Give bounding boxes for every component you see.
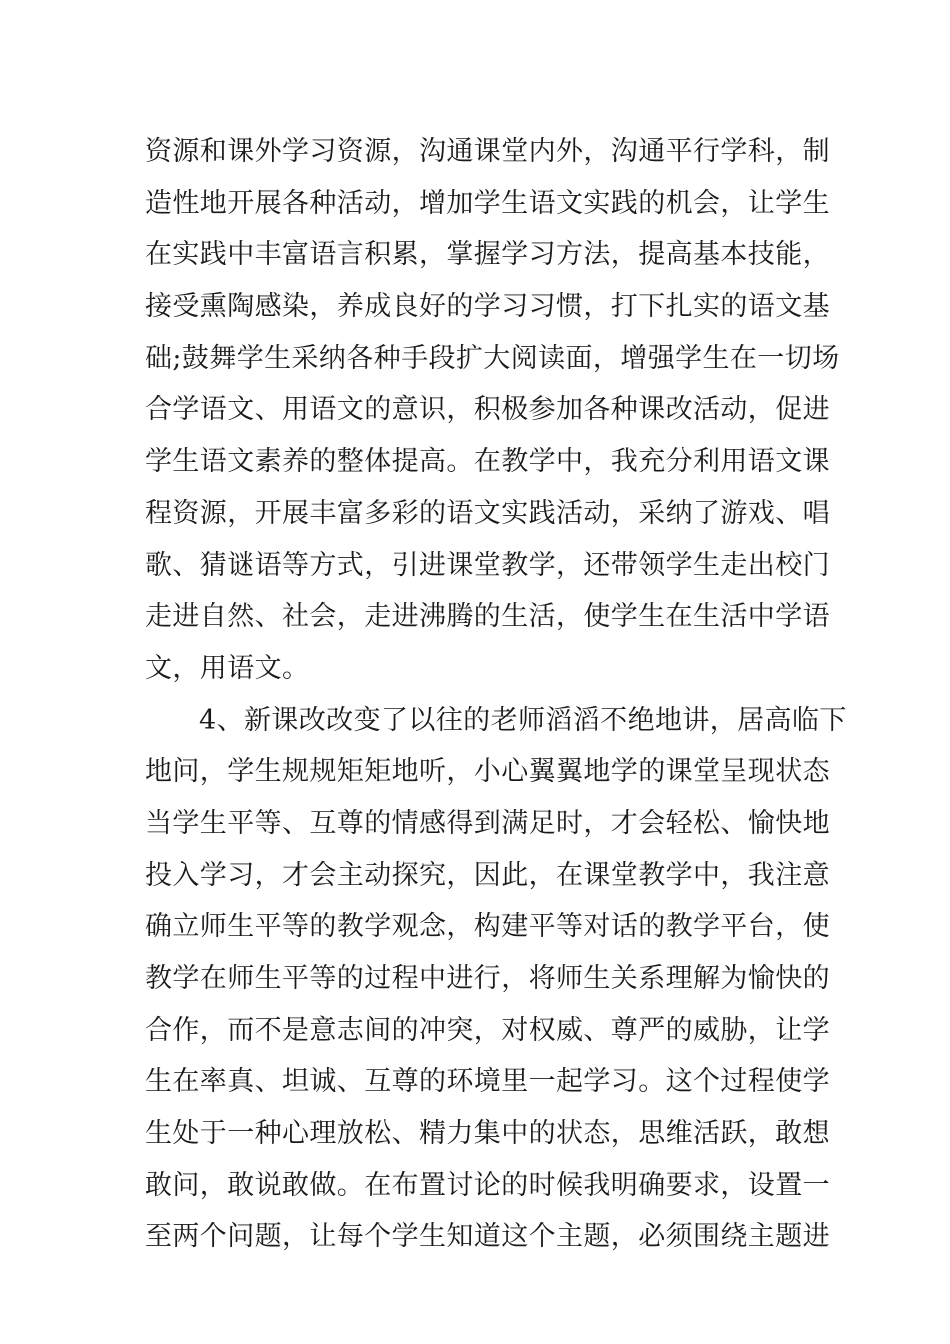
document-body	[145, 126, 847, 1263]
paragraph-continued	[145, 126, 840, 695]
text-line: 教学在师生平等的过程中进行，将师生关系理解为愉快的	[145, 963, 830, 994]
text-line: 敢问，敢说敢做。在布置讨论的时候我明确要求，设置一	[145, 1169, 830, 1201]
text-line-indented: 4、新课改改变了以往的老师滔滔不绝地讲，居高临下	[199, 704, 847, 736]
text-line: 歌、猜谜语等方式，引进课堂教学，还带领学生走出校门	[145, 549, 830, 581]
text-line: 资源和课外学习资源，沟通课堂内外，沟通平行学科，制	[145, 136, 830, 167]
text-line: 走进自然、社会，走进沸腾的生活，使学生在生活中学语	[145, 601, 830, 633]
text-line: 合学语文、用语文的意识，积极参加各种课改活动，促进	[145, 394, 830, 426]
text-line: 在实践中丰富语言积累，掌握学习方法，提高基本技能，	[145, 239, 830, 271]
text-line: 当学生平等、互尊的情感得到满足时，才会轻松、愉快地	[145, 807, 830, 839]
paragraph-4	[145, 695, 847, 1264]
text-line: 程资源，开展丰富多彩的语文实践活动，采纳了游戏、唱	[145, 497, 830, 529]
text-line: 投入学习，才会主动探究，因此，在课堂教学中，我注意	[145, 859, 830, 891]
text-line: 学生语文素养的整体提高。在教学中，我充分利用语文课	[145, 446, 830, 478]
text-line: 接受熏陶感染，养成良好的学习习惯，打下扎实的语文基	[145, 291, 830, 323]
text-line: 生在率真、坦诚、互尊的环境里一起学习。这个过程使学	[145, 1066, 830, 1098]
text-line: 合作，而不是意志间的冲突，对权威、尊严的威胁，让学	[145, 1014, 830, 1046]
text-line: 文，用语文。	[145, 652, 310, 684]
text-line: 确立师生平等的教学观念，构建平等对话的教学平台，使	[145, 911, 830, 943]
text-line: 造性地开展各种活动，增加学生语文实践的机会，让学生	[145, 187, 830, 219]
text-line: 础;鼓舞学生采纳各种手段扩大阅读面，增强学生在一切场	[145, 342, 840, 374]
text-line: 生处于一种心理放松、精力集中的状态，思维活跃，敢想	[145, 1118, 830, 1150]
text-line: 地问，学生规规矩矩地听，小心翼翼地学的课堂呈现状态	[145, 756, 830, 788]
text-line: 至两个问题，让每个学生知道这个主题，必须围绕主题进	[145, 1221, 830, 1253]
